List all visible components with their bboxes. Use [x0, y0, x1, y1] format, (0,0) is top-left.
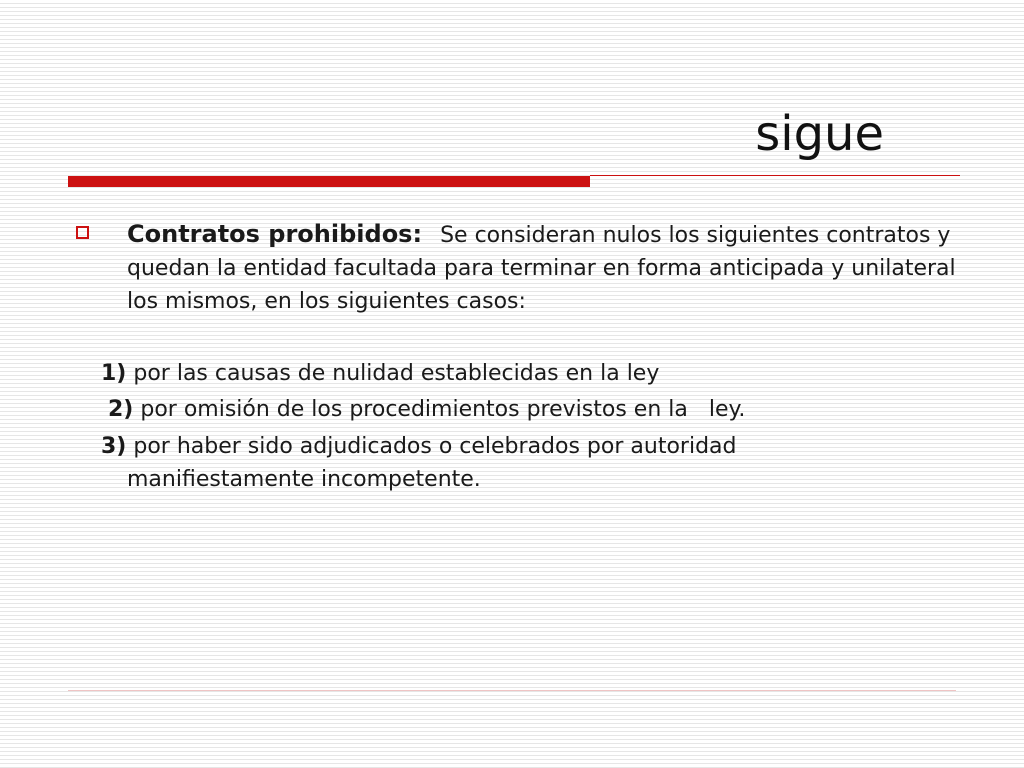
square-bullet-icon	[76, 226, 89, 239]
slide-title: sigue	[755, 106, 884, 162]
list-item-text: por las causas de nulidad establecidas en la ley	[133, 361, 660, 386]
list-item	[101, 393, 961, 426]
title-underline-thick	[68, 176, 590, 187]
title-underline-thin	[590, 175, 960, 176]
bullet-text: Se consideran nulos los siguientes contratos y quedan la entidad facultada para terminar en forma anticipada y unilateral los mismos, en los siguientes casos:	[127, 223, 956, 314]
list-item-number: 1)	[101, 361, 127, 386]
list-item-number: 2)	[108, 397, 134, 422]
footer-divider	[68, 690, 956, 691]
list-item-number: 3)	[101, 434, 127, 459]
list-item	[101, 430, 907, 496]
list-item-text: por haber sido adjudicados o celebrados por autoridad manifiestamente incompetente.	[127, 434, 737, 492]
list-item-text: por omisión de los procedimientos previstos en la ley.	[140, 397, 746, 422]
list-item	[101, 357, 961, 390]
bullet-paragraph	[127, 218, 967, 318]
bullet-lead: Contratos prohibidos:	[127, 220, 423, 248]
